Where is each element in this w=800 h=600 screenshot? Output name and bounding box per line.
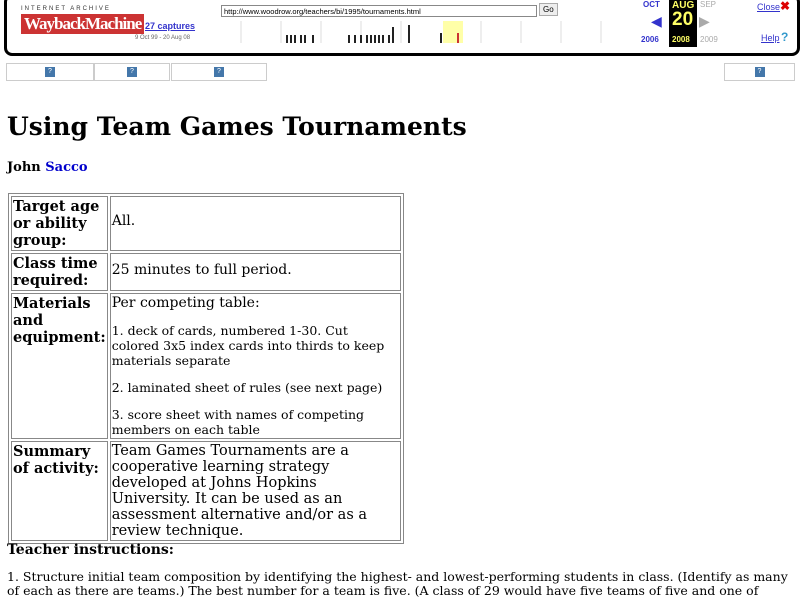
author bbox=[7, 160, 88, 175]
row-value: 25 minutes to full period. bbox=[110, 253, 401, 291]
materials-item: 1. deck of cards, numbered 1-30. Cut colored 3x5 index cards into thirds to keep materials separate bbox=[111, 323, 385, 368]
current-day: 20 bbox=[672, 9, 694, 30]
current-year-highlight bbox=[443, 21, 463, 43]
table-row bbox=[11, 293, 401, 439]
row-value bbox=[110, 293, 401, 439]
materials-item: 2. laminated sheet of rules (see next page) bbox=[111, 380, 383, 395]
wayback-toolbar bbox=[4, 0, 800, 56]
current-month: AUG bbox=[672, 0, 695, 11]
go-button[interactable]: Go bbox=[539, 3, 558, 16]
row-value: Team Games Tournaments are a cooperative learning strategy developed at Johns Hopkins University. It can be used as an assessment alternative and/or as a review technique. bbox=[110, 441, 401, 541]
next-month: SEP bbox=[700, 0, 717, 9]
author-link[interactable]: Sacco bbox=[45, 160, 88, 175]
close-icon[interactable]: ✖ bbox=[780, 0, 791, 13]
next-arrow-icon: ▶ bbox=[699, 13, 710, 29]
table-row bbox=[11, 253, 401, 291]
close-link[interactable]: Close bbox=[757, 2, 781, 12]
current-date bbox=[669, 0, 697, 47]
instructions-heading: Teacher instructions: bbox=[7, 542, 174, 558]
nav-button-4[interactable] bbox=[724, 63, 795, 81]
next-year: 2009 bbox=[700, 35, 718, 44]
captures-range: 9 Oct 99 - 20 Aug 08 bbox=[135, 35, 191, 41]
lesson-info-table bbox=[8, 193, 404, 544]
row-value: All. bbox=[110, 196, 401, 251]
captures-link[interactable]: 27 captures bbox=[145, 21, 196, 31]
missing-image-icon: ? bbox=[45, 67, 55, 77]
wayback-logo[interactable]: WaybackMachine bbox=[21, 14, 144, 34]
nav-button-2[interactable] bbox=[94, 63, 170, 81]
url-input[interactable] bbox=[221, 5, 537, 17]
row-label: Summary of activity: bbox=[11, 441, 108, 541]
row-label: Materials and equipment: bbox=[11, 293, 108, 439]
row-label: Class time required: bbox=[11, 253, 108, 291]
missing-image-icon: ? bbox=[214, 67, 224, 77]
materials-item: 3. score sheet with names of competing members on each table bbox=[111, 407, 365, 437]
missing-image-icon: ? bbox=[755, 67, 765, 77]
prev-month[interactable]: OCT bbox=[643, 0, 660, 9]
instructions-paragraph: 1. Structure initial team composition by identifying the highest- and lowest-performing students in class. (Identify as many of each as there are teams.) The best number for a team is five. (A class of 29 would have five teams of five and one of bbox=[7, 569, 788, 598]
table-row bbox=[11, 441, 401, 541]
nav-button-3[interactable] bbox=[171, 63, 267, 81]
author-first: John bbox=[7, 160, 41, 175]
capture-sparkline[interactable] bbox=[221, 21, 641, 43]
table-row bbox=[11, 196, 401, 251]
help-icon[interactable]: ? bbox=[781, 30, 789, 44]
current-year: 2008 bbox=[672, 35, 690, 44]
missing-image-icon: ? bbox=[127, 67, 137, 77]
materials-intro: Per competing table: bbox=[111, 295, 260, 311]
nav-button-1[interactable] bbox=[6, 63, 94, 81]
page-title: Using Team Games Tournaments bbox=[7, 112, 467, 141]
help-link[interactable]: Help bbox=[761, 33, 780, 43]
row-label: Target age or ability group: bbox=[11, 196, 108, 251]
logo-caption: INTERNET ARCHIVE bbox=[21, 6, 111, 12]
prev-year: 2006 bbox=[641, 35, 659, 44]
prev-arrow-icon[interactable]: ◀ bbox=[651, 13, 662, 29]
